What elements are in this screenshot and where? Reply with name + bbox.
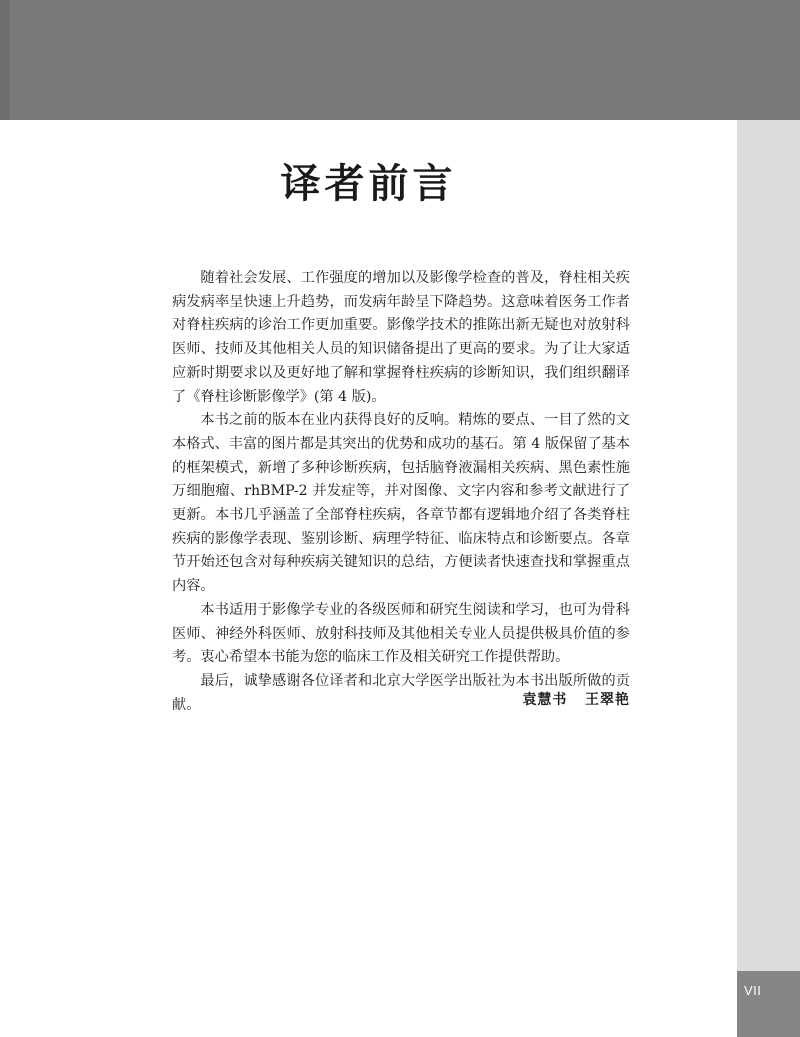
page-number: VII — [744, 983, 762, 998]
preface-paragraph: 随着社会发展、工作强度的增加以及影像学检查的普及，脊柱相关疾病发病率呈快速上升趋势，而发病年龄呈下降趋势。这意味着医务工作者对脊柱疾病的诊治工作更加重要。影像学技术的推陈出新无疑也对放射科医师、技师及其他相关人员的知识储备提出了更高的要求。为了让大家适应新时期要求以及更好地了解和掌握脊柱疾病的诊断知识，我们组织翻译了《脊柱诊断影像学》(第 4 版)。 — [172, 270, 630, 405]
header-band-edge — [0, 0, 10, 120]
preface-paragraph: 最后，诚挚感谢各位译者和北京大学医学出版社为本书出版所做的贡献。 — [172, 672, 630, 713]
header-band — [0, 0, 800, 120]
side-tab-strip — [737, 120, 800, 971]
preface-paragraph: 本书之前的版本在业内获得良好的反响。精炼的要点、一目了然的文本格式、丰富的图片都是其突出的优势和成功的基石。第 4 版保留了基本的框架模式，新增了多种诊断疾病，包括脑脊液漏相关疾病、黑色素性施万细胞瘤、rhBMP-2 并发症等，并对图像、文字内容和参考文献进行了更新。本书几乎涵盖了全部脊柱疾病，各章节都有逻辑地介绍了各类脊柱疾病的影像学表现、鉴别诊断、病理学特征、临床特点和诊断要点。各章节开始还包含对每种疾病关键知识的总结，方便读者快速查找和掌握重点内容。 — [172, 412, 630, 595]
preface-body — [172, 267, 630, 717]
page-number-box — [737, 971, 800, 1037]
preface-paragraph: 本书适用于影像学专业的各级医师和研究生阅读和学习，也可为骨科医师、神经外科医师、放射科技师及其他相关专业人员提供极具价值的参考。衷心希望本书能为您的临床工作及相关研究工作提供帮助。 — [172, 601, 630, 666]
page-title: 译者前言 — [280, 160, 457, 207]
translator-signature: 袁慧书 王翠艳 — [522, 692, 630, 708]
